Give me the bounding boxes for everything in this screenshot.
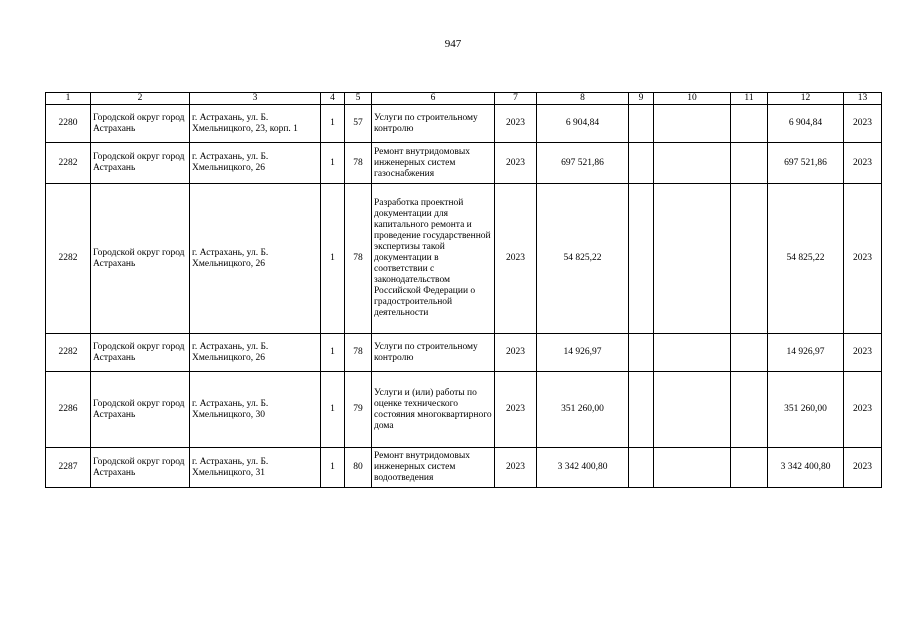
col9-cell	[629, 105, 654, 143]
municipality-cell: Городской округ город Астрахань	[91, 372, 190, 448]
col5-cell: 78	[345, 184, 372, 334]
column-number: 11	[731, 93, 768, 105]
col4-cell: 1	[321, 372, 345, 448]
col9-cell	[629, 184, 654, 334]
column-number: 6	[372, 93, 495, 105]
address-cell: г. Астрахань, ул. Б. Хмельницкого, 31	[190, 448, 321, 488]
table-row	[46, 372, 882, 448]
row-number: 2282	[46, 334, 91, 372]
col4-cell: 1	[321, 105, 345, 143]
service-cell: Ремонт внутридомовых инженерных систем водоотведения	[372, 448, 495, 488]
service-cell: Ремонт внутридомовых инженерных систем газоснабжения	[372, 143, 495, 184]
year-cell: 2023	[495, 105, 537, 143]
completion-year-cell: 2023	[844, 334, 882, 372]
column-number: 7	[495, 93, 537, 105]
row-number: 2286	[46, 372, 91, 448]
amount-cell: 14 926,97	[537, 334, 629, 372]
municipality-cell: Городской округ город Астрахань	[91, 334, 190, 372]
total-cell: 351 260,00	[768, 372, 844, 448]
service-cell: Разработка проектной документации для капитального ремонта и проведение государственной экспертизы такой документации в соответствии с законодательством Российской Федерации о градостроительной деятельности	[372, 184, 495, 334]
table-row	[46, 184, 882, 334]
col10-cell	[654, 105, 731, 143]
municipality-cell: Городской округ город Астрахань	[91, 105, 190, 143]
municipality-cell: Городской округ город Астрахань	[91, 448, 190, 488]
col4-cell: 1	[321, 184, 345, 334]
year-cell: 2023	[495, 334, 537, 372]
total-cell: 697 521,86	[768, 143, 844, 184]
col11-cell	[731, 184, 768, 334]
col9-cell	[629, 372, 654, 448]
column-number: 4	[321, 93, 345, 105]
col5-cell: 80	[345, 448, 372, 488]
year-cell: 2023	[495, 143, 537, 184]
total-cell: 3 342 400,80	[768, 448, 844, 488]
col11-cell	[731, 372, 768, 448]
address-cell: г. Астрахань, ул. Б. Хмельницкого, 23, корп. 1	[190, 105, 321, 143]
row-number: 2282	[46, 184, 91, 334]
col10-cell	[654, 184, 731, 334]
year-cell: 2023	[495, 372, 537, 448]
col10-cell	[654, 372, 731, 448]
amount-cell: 6 904,84	[537, 105, 629, 143]
col5-cell: 79	[345, 372, 372, 448]
completion-year-cell: 2023	[844, 184, 882, 334]
completion-year-cell: 2023	[844, 448, 882, 488]
col11-cell	[731, 143, 768, 184]
table-row	[46, 448, 882, 488]
total-cell: 54 825,22	[768, 184, 844, 334]
col5-cell: 78	[345, 143, 372, 184]
column-number: 12	[768, 93, 844, 105]
amount-cell: 54 825,22	[537, 184, 629, 334]
address-cell: г. Астрахань, ул. Б. Хмельницкого, 30	[190, 372, 321, 448]
address-cell: г. Астрахань, ул. Б. Хмельницкого, 26	[190, 184, 321, 334]
col5-cell: 57	[345, 105, 372, 143]
amount-cell: 351 260,00	[537, 372, 629, 448]
municipality-cell: Городской округ город Астрахань	[91, 184, 190, 334]
address-cell: г. Астрахань, ул. Б. Хмельницкого, 26	[190, 334, 321, 372]
year-cell: 2023	[495, 184, 537, 334]
col4-cell: 1	[321, 334, 345, 372]
total-cell: 14 926,97	[768, 334, 844, 372]
column-number-row	[46, 93, 882, 105]
row-number: 2280	[46, 105, 91, 143]
col11-cell	[731, 448, 768, 488]
address-cell: г. Астрахань, ул. Б. Хмельницкого, 26	[190, 143, 321, 184]
register-table	[45, 92, 882, 488]
table-row	[46, 334, 882, 372]
col11-cell	[731, 334, 768, 372]
year-cell: 2023	[495, 448, 537, 488]
column-number: 5	[345, 93, 372, 105]
column-number: 3	[190, 93, 321, 105]
col10-cell	[654, 143, 731, 184]
column-number: 9	[629, 93, 654, 105]
col4-cell: 1	[321, 143, 345, 184]
table-row	[46, 105, 882, 143]
total-cell: 6 904,84	[768, 105, 844, 143]
page-number: 947	[444, 38, 462, 50]
col11-cell	[731, 105, 768, 143]
service-cell: Услуги по строительному контролю	[372, 105, 495, 143]
column-number: 1	[46, 93, 91, 105]
completion-year-cell: 2023	[844, 143, 882, 184]
col5-cell: 78	[345, 334, 372, 372]
amount-cell: 697 521,86	[537, 143, 629, 184]
col9-cell	[629, 448, 654, 488]
col9-cell	[629, 334, 654, 372]
col10-cell	[654, 448, 731, 488]
municipality-cell: Городской округ город Астрахань	[91, 143, 190, 184]
table-row	[46, 143, 882, 184]
row-number: 2287	[46, 448, 91, 488]
column-number: 2	[91, 93, 190, 105]
service-cell: Услуги и (или) работы по оценке технического состояния многоквартирного дома	[372, 372, 495, 448]
column-number: 13	[844, 93, 882, 105]
service-cell: Услуги по строительному контролю	[372, 334, 495, 372]
col4-cell: 1	[321, 448, 345, 488]
completion-year-cell: 2023	[844, 105, 882, 143]
column-number: 10	[654, 93, 731, 105]
col9-cell	[629, 143, 654, 184]
completion-year-cell: 2023	[844, 372, 882, 448]
col10-cell	[654, 334, 731, 372]
amount-cell: 3 342 400,80	[537, 448, 629, 488]
column-number: 8	[537, 93, 629, 105]
row-number: 2282	[46, 143, 91, 184]
